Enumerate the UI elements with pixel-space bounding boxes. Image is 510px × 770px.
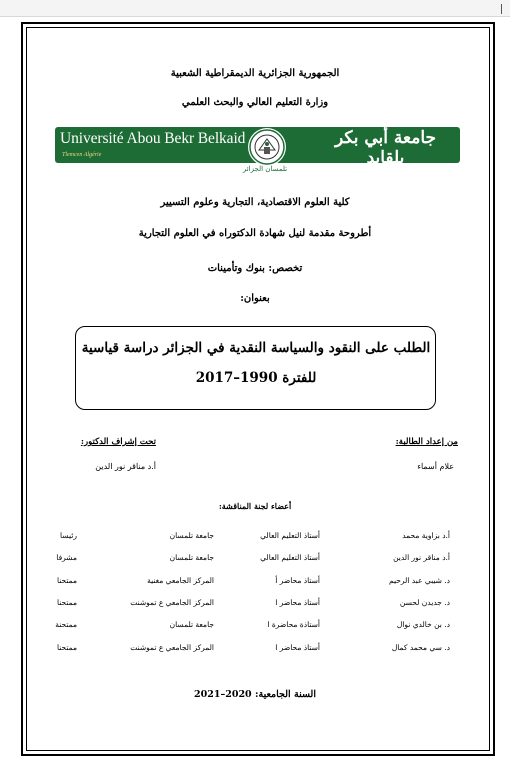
- jury-member-institution: المركز الجامعي ع تموشنت: [130, 643, 214, 652]
- jury-member-role: ممتحنا: [56, 643, 77, 652]
- jury-member-name: د. بن خالدي نوال: [396, 620, 450, 629]
- republic-heading: الجمهورية الجزائرية الديمقراطية الشعبية: [170, 68, 340, 79]
- prepared-by-label: من إعداد الطالبة:: [395, 437, 458, 447]
- jury-member-name: د. جديدن لحسن: [399, 598, 450, 607]
- jury-member-role: رئيسا: [60, 531, 77, 540]
- student-name: علام أسماء: [417, 462, 454, 471]
- thesis-title-line2: للفترة 1990–2017: [195, 370, 317, 386]
- jury-member-rank: أستاذ التعليم العالي: [260, 553, 320, 562]
- jury-member-rank: أستاذ محاضر ا: [275, 643, 320, 652]
- thesis-title-box: [75, 326, 436, 410]
- university-city-ar: تلمسان الجزائر: [242, 165, 288, 173]
- jury-member-rank: أستاذ التعليم العالي: [260, 531, 320, 540]
- toolbar-divider: [501, 4, 502, 14]
- thesis-type: أطروحة مقدمة لنيل شهادة الدكتوراه في العلوم التجارية: [138, 228, 372, 239]
- jury-label: أعضاء لجنة المناقشة:: [218, 501, 292, 511]
- jury-member-name: أ.د بزاوية محمد: [402, 531, 450, 540]
- university-name-fr: Université Abou Bekr Belkaid: [60, 130, 246, 147]
- jury-member-institution: جامعة تلمسان: [169, 620, 214, 629]
- title-label: بعنوان:: [240, 293, 270, 304]
- jury-member-rank: أستاذ محاضر ا: [275, 598, 320, 607]
- viewer-top-bar: [0, 0, 510, 17]
- emblem-graphic: [248, 128, 286, 166]
- jury-member-role: ممتحنا: [56, 598, 77, 607]
- ministry-heading: وزارة التعليم العالي والبحث العلمي: [181, 97, 329, 108]
- jury-member-name: د. سي محمد كمال: [391, 643, 450, 652]
- jury-member-institution: جامعة تلمسان: [169, 531, 214, 540]
- supervisor-name: أ.د مناقر نور الدين: [95, 462, 156, 471]
- jury-member-institution: جامعة تلمسان: [169, 553, 214, 562]
- jury-member-institution: المركز الجامعي ع تموشنت: [130, 598, 214, 607]
- jury-member-role: ممتحنة: [55, 620, 77, 629]
- faculty-name: كلية العلوم الاقتصادية، التجارية وعلوم التسيير: [160, 197, 350, 208]
- jury-member-institution: المركز الجامعي مغنية: [147, 576, 214, 585]
- supervisor-label: تحت إشراف الدكتور:: [80, 437, 156, 447]
- academic-year: السنة الجامعية: 2020–2021: [194, 689, 316, 700]
- specialty: تخصص: بنوك وتأمينات: [207, 263, 303, 274]
- jury-member-rank: أستاذ محاضر أ: [275, 576, 320, 585]
- jury-member-name: أ.د مناقر نور الدين: [393, 553, 450, 562]
- university-emblem-icon: [248, 128, 286, 166]
- jury-member-name: د. شيبي عبد الرحيم: [388, 576, 450, 585]
- jury-member-rank: أستاذة محاضرة ا: [267, 620, 320, 629]
- jury-member-role: ممتحنا: [56, 576, 77, 585]
- university-name-ar: جامعة أبي بكر بلقايد: [334, 128, 437, 168]
- thesis-title-line1: الطلب على النقود والسياسة النقدية في الجزائر دراسة قياسية: [81, 340, 431, 356]
- university-city-fr: Tlemcen Algérie: [62, 152, 102, 158]
- jury-member-role: مشرفا: [56, 553, 77, 562]
